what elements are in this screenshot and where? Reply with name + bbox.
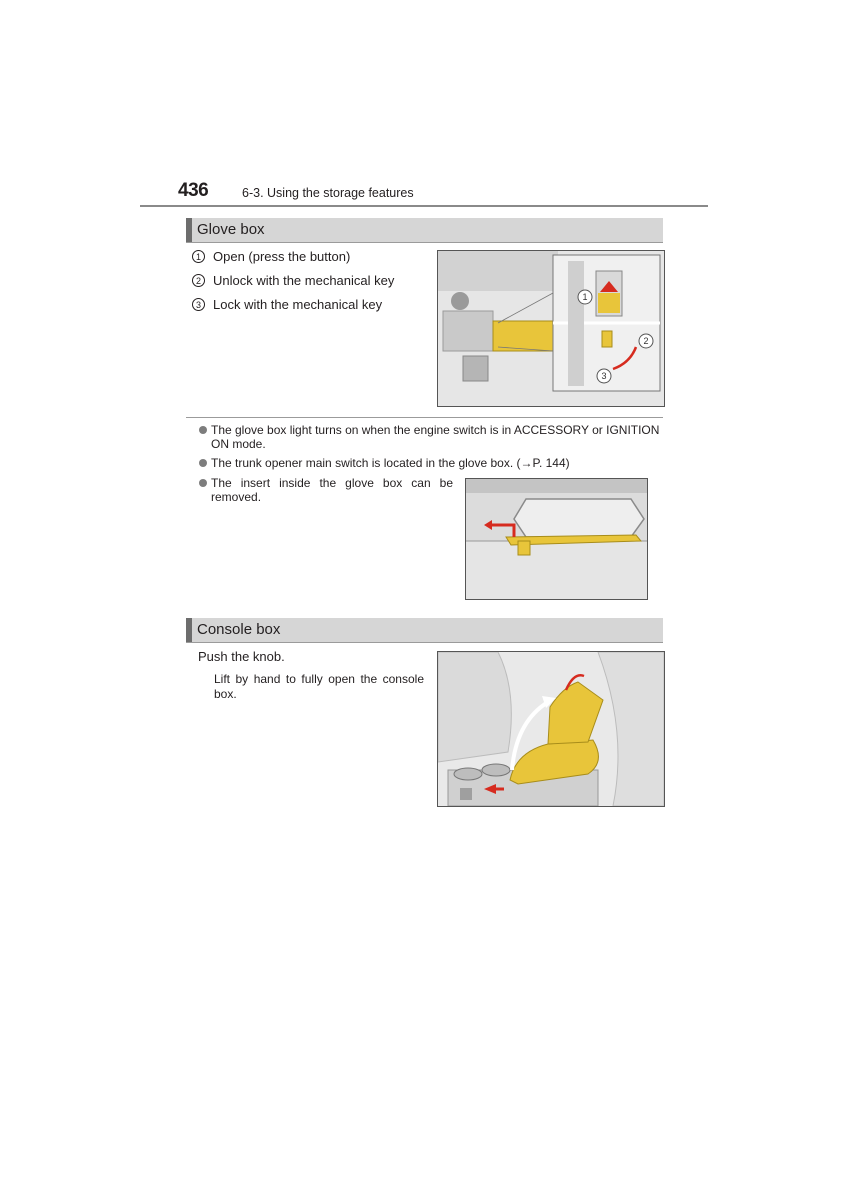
step-number: 1 <box>192 250 205 263</box>
glove-box-step-2 <box>192 273 394 288</box>
insert-illustration <box>466 479 647 599</box>
note-text-cont: ON mode. <box>211 437 266 451</box>
glove-box-title: Glove box <box>197 221 265 238</box>
step-text: Lock with the mechanical key <box>213 297 383 312</box>
step-text: Open (press the button) <box>213 249 351 264</box>
console-instruction: Push the knob. <box>198 649 285 664</box>
glove-box-heading <box>186 218 663 243</box>
bullet-icon <box>199 426 207 434</box>
glove-box-figure <box>437 250 665 407</box>
sub-instruction-line: Lift by hand to fully open the console <box>214 672 424 686</box>
header-divider <box>140 205 708 207</box>
glove-box-illustration <box>438 251 664 406</box>
page-number: 436 <box>178 180 209 201</box>
note-text: The glove box light turns on when the engine switch is in ACCESSORY or IGNITION <box>211 423 660 437</box>
glove-box-step-1 <box>192 249 350 264</box>
step-number: 3 <box>192 298 205 311</box>
step-number: 2 <box>192 274 205 287</box>
callout-3: 3 <box>601 371 607 381</box>
note-item <box>199 456 663 472</box>
note-text: The trunk opener main switch is located in the glove box. (→P. 144) <box>211 456 570 470</box>
console-box-heading <box>186 618 663 643</box>
sub-instruction-line: box. <box>214 687 237 701</box>
bullet-icon <box>199 459 207 467</box>
console-box-figure <box>437 651 665 807</box>
heading-accent <box>186 618 192 642</box>
glove-box-step-3 <box>192 297 382 312</box>
notes-divider <box>186 417 663 418</box>
console-box-title: Console box <box>197 621 281 638</box>
chapter-title: 6-3. Using the storage features <box>242 186 414 200</box>
step-text: Unlock with the mechanical key <box>213 273 395 288</box>
note-item <box>199 423 663 453</box>
note-text: The insert inside the glove box can be <box>211 476 453 490</box>
callout-2: 2 <box>643 336 649 346</box>
glove-box-insert-figure <box>465 478 648 600</box>
bullet-icon <box>199 479 207 487</box>
console-illustration <box>438 652 664 806</box>
console-sub-instruction <box>214 672 424 702</box>
note-item <box>199 476 455 506</box>
heading-accent <box>186 218 192 242</box>
callout-1: 1 <box>582 292 588 302</box>
note-text-cont: removed. <box>211 490 262 504</box>
